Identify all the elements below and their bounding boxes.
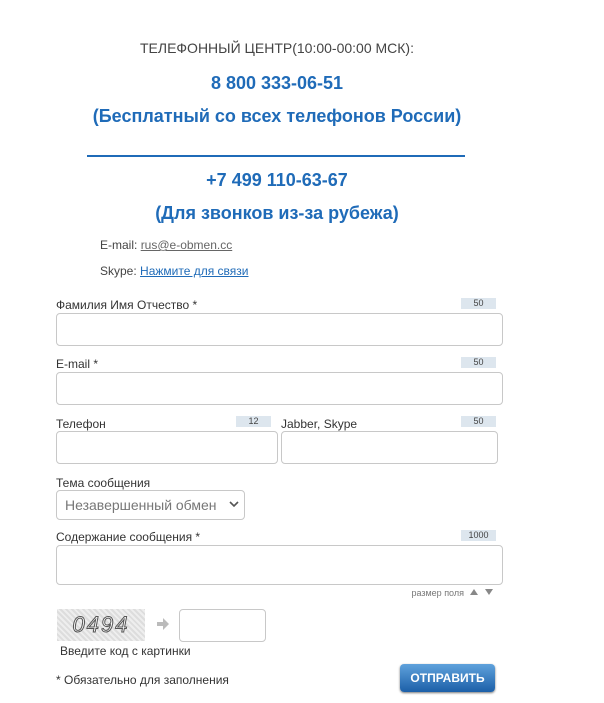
jabber-input[interactable] bbox=[281, 431, 498, 464]
arrow-right-icon bbox=[156, 617, 170, 631]
resize-up-icon[interactable] bbox=[470, 589, 478, 595]
email-link[interactable]: rus@e-obmen.cc bbox=[140, 238, 233, 252]
email-counter: 50 bbox=[461, 357, 496, 368]
resize-down-icon[interactable] bbox=[485, 589, 493, 595]
message-label: Содержание сообщения * bbox=[56, 530, 201, 544]
name-input[interactable] bbox=[56, 313, 503, 346]
phone-input[interactable] bbox=[56, 431, 278, 464]
captcha-image: 0494 bbox=[57, 609, 145, 641]
message-textarea[interactable] bbox=[56, 545, 503, 585]
phone-counter: 12 bbox=[236, 416, 271, 427]
email-field-label: E-mail * bbox=[56, 357, 99, 371]
resize-label: размер поля bbox=[411, 588, 464, 598]
topic-label: Тема сообщения bbox=[56, 476, 151, 490]
phone-abroad-note: (Для звонков из-за рубежа) bbox=[155, 203, 399, 223]
name-label: Фамилия Имя Отчество * bbox=[56, 298, 198, 312]
email-label: E-mail: bbox=[100, 238, 138, 252]
phone-russia: 8 800 333-06-51 bbox=[210, 73, 344, 93]
phone-russia-note: (Бесплатный со всех телефонов России) bbox=[92, 106, 462, 126]
phone-abroad: +7 499 110-63-67 bbox=[206, 170, 348, 190]
jabber-label: Jabber, Skype bbox=[281, 417, 358, 431]
topic-value: Незавершенный обмен bbox=[65, 497, 217, 513]
message-counter: 1000 bbox=[461, 530, 496, 541]
call-center-title: ТЕЛЕФОННЫЙ ЦЕНТР(10:00-00:00 МСК): bbox=[140, 40, 414, 56]
captcha-input[interactable] bbox=[179, 609, 266, 642]
submit-button[interactable]: ОТПРАВИТЬ bbox=[400, 664, 495, 692]
chevron-down-icon bbox=[229, 500, 239, 508]
captcha-hint: Введите код с картинки bbox=[60, 644, 191, 658]
required-note: * Обязательно для заполнения bbox=[56, 673, 229, 687]
skype-label: Skype: bbox=[100, 264, 137, 278]
skype-link[interactable]: Нажмите для связи bbox=[140, 264, 249, 278]
divider bbox=[87, 155, 465, 157]
name-counter: 50 bbox=[461, 298, 496, 309]
phone-label: Телефон bbox=[56, 417, 106, 431]
jabber-counter: 50 bbox=[461, 416, 496, 427]
email-input[interactable] bbox=[56, 372, 503, 405]
